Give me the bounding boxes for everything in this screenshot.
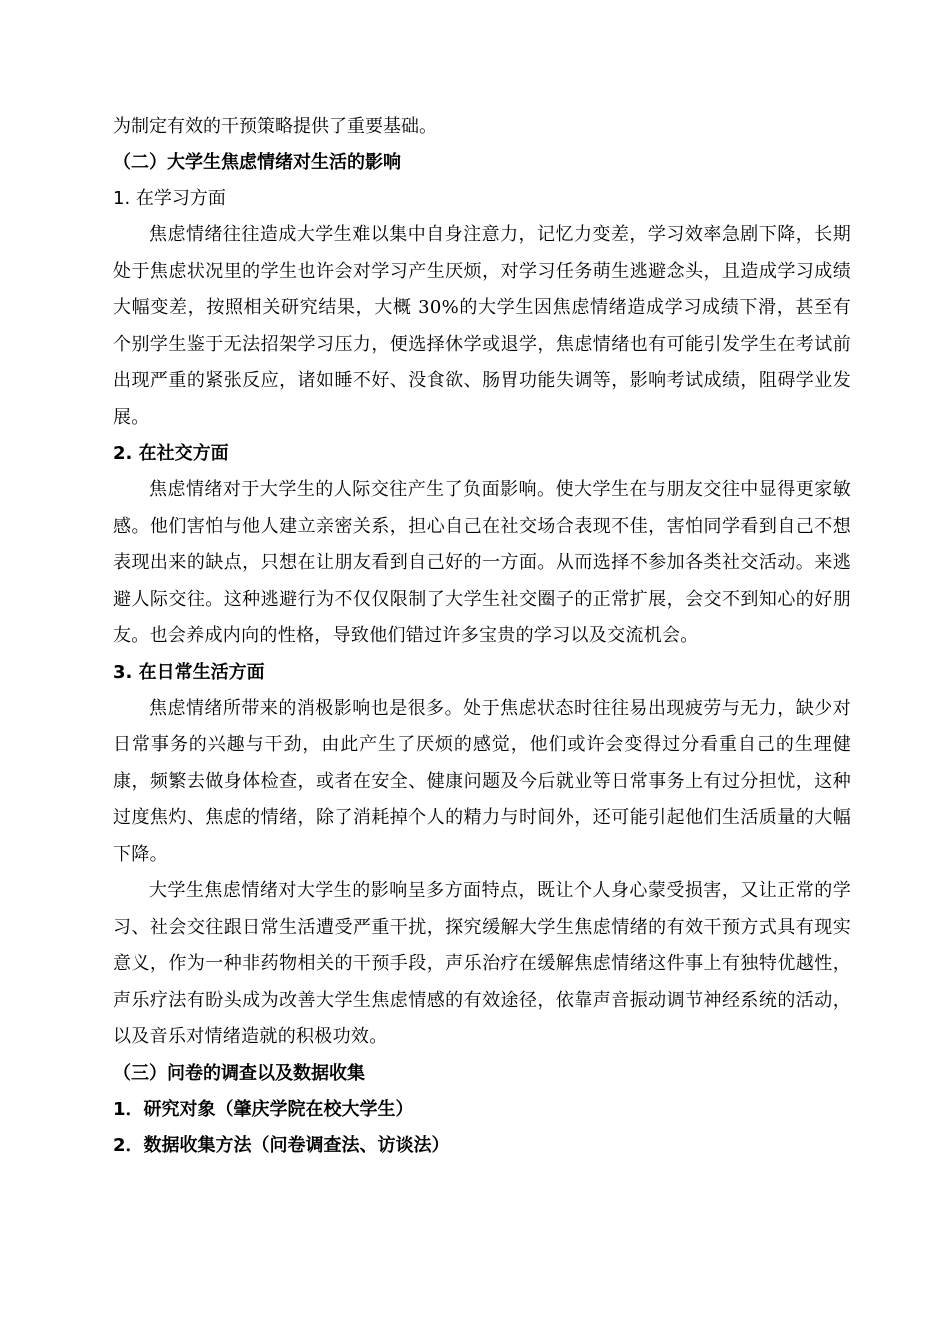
paragraph-social: 焦虑情绪对于大学生的人际交往产生了负面影响。使大学生在与朋友交往中显得更家敏感。他们害怕与他人建立亲密关系，担心自己在社交场合表现不佳，害怕同学看到自己不想表现出来的缺点，只想在让朋友看到自己好的一方面。从而选择不参加各类社交活动。来逃避人际交往。这种逃避行为不仅仅限制了大学生社交圈子的正常扩展，会交不到知心的好朋友。也会养成内向的性格，导致他们错过许多宝贵的学习以及交流机会。 xyxy=(113,479,851,646)
paragraph-daily-life: 焦虑情绪所带来的消极影响也是很多。处于焦虑状态时往往易出现疲劳与无力，缺少对日常事务的兴趣与干劲，由此产生了厌烦的感觉，他们或许会变得过分看重自己的生理健康，频繁去做身体检查，或者在安全、健康问题及今后就业等日常事务上有过分担忧，这种过度焦灼、焦虑的情绪，除了消耗掉个人的精力与时间外，还可能引起他们生活质量的大幅下降。 xyxy=(113,697,851,865)
subheading-study: 1. 在学习方面 xyxy=(113,188,226,209)
section-heading-3: （三）问卷的调查以及数据收集 xyxy=(113,1062,365,1084)
list-item-research-subject: 1．研究对象（肇庆学院在校大学生） xyxy=(113,1098,414,1120)
subheading-social: 2. 在社交方面 xyxy=(113,443,229,464)
section-heading-2: （二）大学生焦虑情绪对生活的影响 xyxy=(113,152,401,173)
subheading-daily-life: 3. 在日常生活方面 xyxy=(113,661,265,683)
list-item-data-method: 2．数据收集方法（问卷调查法、访谈法） xyxy=(113,1134,450,1156)
paragraph-summary: 大学生焦虑情绪对大学生的影响呈多方面特点，既让个人身心蒙受损害，又让正常的学习、社会交往跟日常生活遭受严重干扰，探究缓解大学生焦虑情绪的有效干预方式具有现实意义，作为一种非药物相关的干预手段，声乐治疗在缓解焦虑情绪这件事上有独特优越性，声乐疗法有盼头成为改善大学生焦虑情感的有效途径，依靠声音振动调节神经系统的活动，以及音乐对情绪造就的积极功效。 xyxy=(113,880,851,1047)
paragraph-study: 焦虑情绪往往造成大学生难以集中自身注意力，记忆力变差，学习效率急剧下降，长期处于焦虑状况里的学生也许会对学习产生厌烦，对学习任务萌生逃避念头，且造成学习成绩大幅变差，按照相关研究结果，大概 30%的大学生因焦虑情绪造成学习成绩下滑，甚至有个别学生鉴于无法招架学习压力，便选择休学或退学，焦虑情绪也有可能引发学生在考试前出现严重的紧张反应，诸如睡不好、没食欲、肠胃功能失调等，影响考试成绩，阻碍学业发展。 xyxy=(113,224,851,428)
document-body xyxy=(113,109,851,1164)
continuation-line: 为制定有效的干预策略提供了重要基础。 xyxy=(113,116,437,137)
